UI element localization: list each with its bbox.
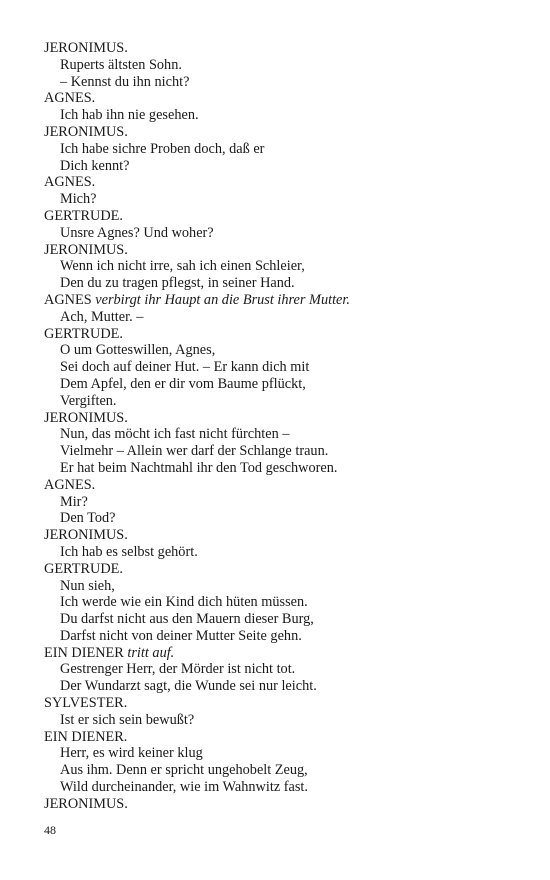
speaker-line — [44, 124, 524, 141]
speaker-name: GERTRUDE. — [44, 325, 123, 342]
dialogue-line: Mir? — [60, 493, 88, 510]
speaker-name: GERTRUDE. — [44, 207, 123, 224]
speaker-name: JERONIMUS. — [44, 40, 128, 56]
speaker-name: AGNES. — [44, 90, 96, 107]
speaker-line — [44, 292, 524, 309]
dialogue-line: Darfst nicht von deiner Mutter Seite gehn. — [60, 627, 302, 644]
dialogue-line: Vielmehr – Allein wer darf der Schlange traun. — [60, 443, 329, 460]
dialogue-line: Dich kennt? — [60, 157, 130, 174]
speaker-line — [44, 695, 524, 712]
play-text — [44, 40, 524, 813]
dialogue-line: Ich hab es selbst gehört. — [60, 543, 198, 560]
dialogue-line: Wenn ich nicht irre, sah ich einen Schleier, — [60, 258, 305, 275]
speaker-line — [44, 174, 524, 191]
speaker-line — [44, 645, 524, 662]
speaker-name: SYLVESTER. — [44, 695, 128, 712]
dialogue-line: Du darfst nicht aus den Mauern dieser Burg, — [60, 611, 314, 628]
speaker-name: JERONIMUS. — [44, 795, 128, 812]
dialogue-line: Wild durcheinander, wie im Wahnwitz fast. — [60, 779, 308, 796]
speaker-name: JERONIMUS. — [44, 527, 128, 544]
speaker-name: JERONIMUS. — [44, 241, 128, 258]
speaker-line — [44, 729, 524, 746]
dialogue-line: – Kennst du ihn nicht? — [60, 73, 190, 90]
dialogue-line: Vergiften. — [60, 392, 117, 409]
speaker-name: AGNES. — [44, 476, 96, 493]
speaker-line — [44, 796, 524, 813]
dialogue-line: Ich habe sichre Proben doch, daß er — [60, 140, 265, 157]
speaker-name: JERONIMUS. — [44, 123, 128, 140]
dialogue-line: Ich hab ihn nie gesehen. — [60, 107, 199, 124]
dialogue-line: Den du zu tragen pflegst, in seiner Hand. — [60, 275, 295, 292]
dialogue-line: Unsre Agnes? Und woher? — [60, 224, 214, 241]
dialogue-line: Nun sieh, — [60, 577, 115, 594]
dialogue-line: Ach, Mutter. – — [60, 308, 144, 325]
speaker-name: EIN DIENER. — [44, 728, 128, 745]
speaker-line — [44, 242, 524, 259]
stage-direction: verbirgt ihr Haupt an die Brust ihrer Mutter. — [95, 291, 350, 308]
dialogue-line: Aus ihm. Denn er spricht ungehobelt Zeug, — [60, 762, 308, 779]
dialogue-line: Er hat beim Nachtmahl ihr den Tod geschworen. — [60, 459, 338, 476]
dialogue-line: Nun, das möcht ich fast nicht fürchten – — [60, 426, 290, 443]
speaker-line — [44, 410, 524, 427]
speaker-line — [44, 477, 524, 494]
page-number: 48 — [44, 823, 56, 837]
dialogue-line: Ruperts ältsten Sohn. — [60, 56, 182, 73]
dialogue-line: Sei doch auf deiner Hut. – Er kann dich mit — [60, 359, 310, 376]
speaker-line — [44, 208, 524, 225]
dialogue-line: Der Wundarzt sagt, die Wunde sei nur leicht. — [60, 678, 317, 695]
dialogue-line: Herr, es wird keiner klug — [60, 745, 203, 762]
dialogue-line: Ich werde wie ein Kind dich hüten müssen. — [60, 594, 308, 611]
speaker-line — [44, 326, 524, 343]
dialogue-line: Den Tod? — [60, 510, 116, 527]
dialogue-line: Dem Apfel, den er dir vom Baume pflückt, — [60, 375, 306, 392]
speaker-name: JERONIMUS. — [44, 409, 128, 426]
speaker-line — [44, 561, 524, 578]
dialogue-line: Mich? — [60, 191, 97, 208]
dialogue-line: Gestrenger Herr, der Mörder ist nicht tot. — [60, 661, 296, 678]
speaker-line — [44, 527, 524, 544]
speaker-line — [44, 40, 524, 57]
dialogue-line: O um Gotteswillen, Agnes, — [60, 342, 216, 359]
stage-direction: tritt auf. — [127, 644, 175, 661]
speaker-name: EIN DIENER — [44, 644, 124, 661]
speaker-line — [44, 90, 524, 107]
speaker-name: AGNES — [44, 291, 92, 308]
speaker-name: GERTRUDE. — [44, 560, 123, 577]
speaker-name: AGNES. — [44, 174, 96, 191]
dialogue-line: Ist er sich sein bewußt? — [60, 711, 195, 728]
